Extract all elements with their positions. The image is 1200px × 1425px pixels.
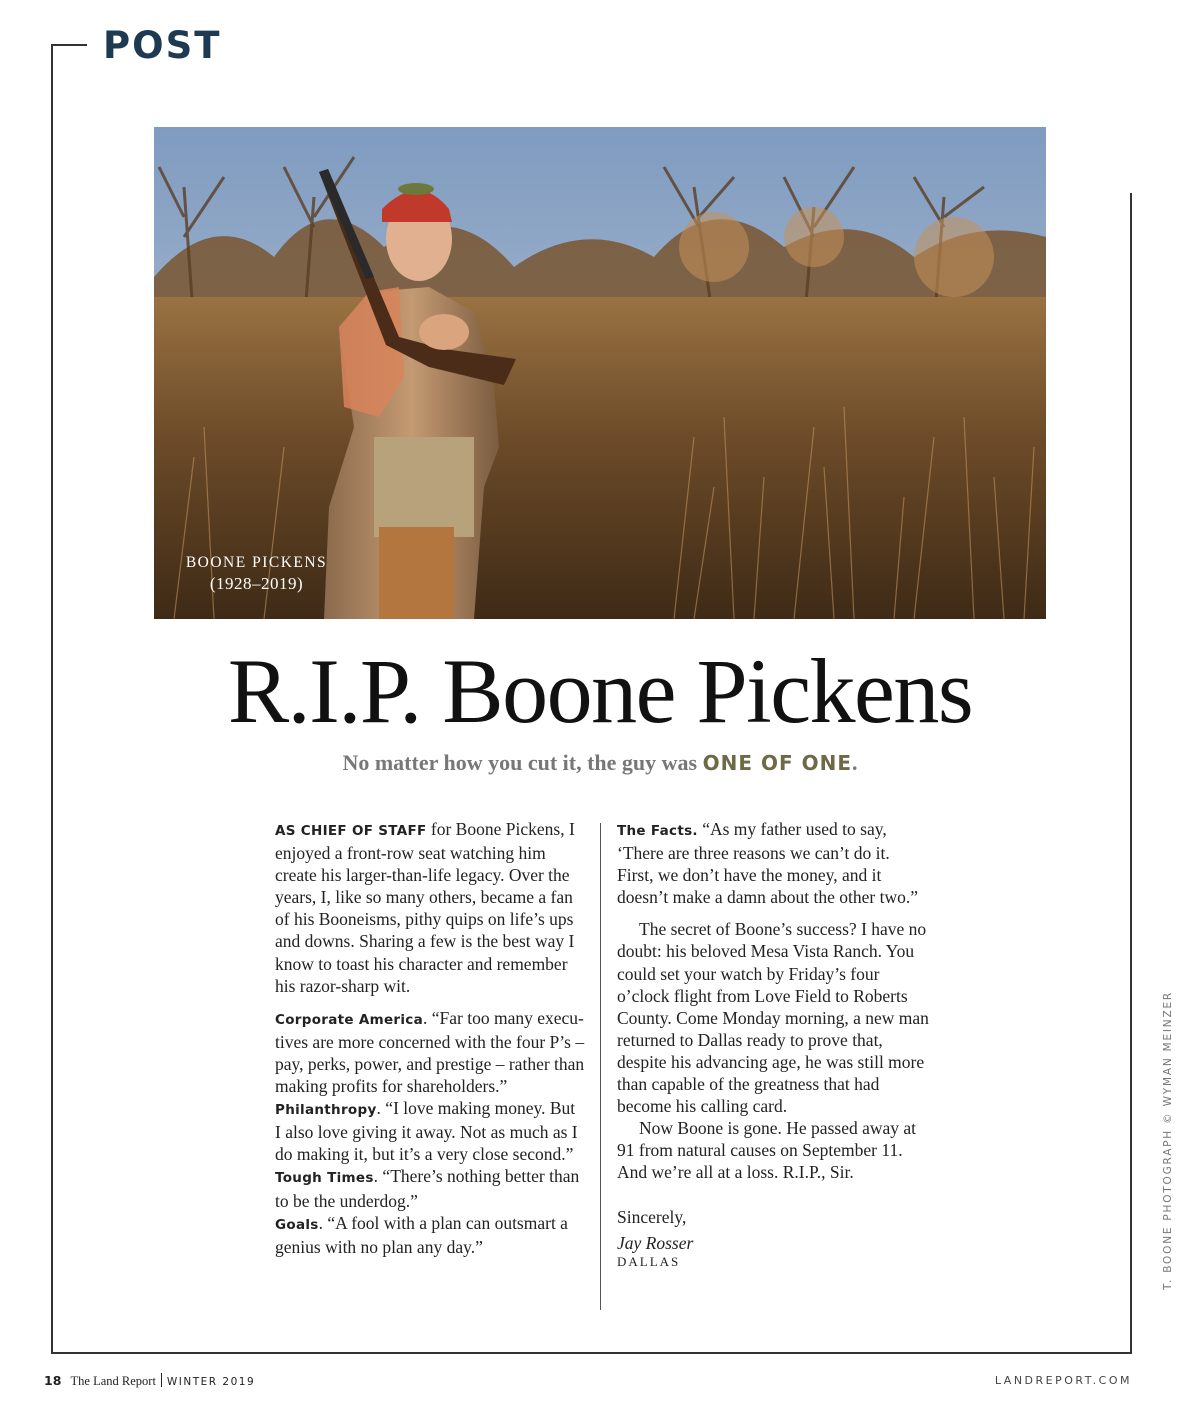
caption-years: (1928–2019) (209, 574, 304, 593)
caption-name: BOONE PICKENS (185, 554, 328, 571)
quote-paragraph (275, 1165, 585, 1211)
headline: R.I.P. Boone Pickens (227, 640, 973, 742)
section-tag: POST (103, 24, 222, 67)
quote-text: . “Far too many executives are more concerned with the four P’s – pay, perks, power, and prestige – rather than making profits for shareholders.” (275, 1007, 585, 1097)
frame-bottom-line (51, 1352, 1132, 1354)
signature: Jay Rosser (617, 1232, 694, 1253)
quote-paragraph (275, 1097, 585, 1165)
magazine-name: The Land Report (70, 1374, 156, 1388)
article-column-1 (275, 818, 585, 1258)
quote-text: . “There’s nothing better than to be the underdog.” (275, 1166, 580, 1211)
quote-lead: Corporate America (275, 1011, 424, 1028)
photo-credit: T. BOONE PHOTOGRAPH © WYMAN MEINZER (1162, 991, 1174, 1290)
photo-caption (164, 552, 349, 594)
hero-photo-illustration (154, 127, 1046, 619)
intro-text: for Boone Pickens, I enjoyed a front-row seat watching him create his larger-than-life legacy. Over the years, I, like so many others, became a fan of his Booneisms, pithy quips on life’s ups and downs. Sharing a few is the best way I know to toast his character and remember his razor-sharp wit. (275, 819, 575, 996)
intro-lead: AS CHIEF OF STAFF (275, 823, 427, 839)
body-paragraph: The secret of Boone’s success? I have no doubt: his beloved Mesa Vista Ranch. You could set your watch by Friday’s four o’clock flight from Love Field to Roberts County. Come Monday morning, a new man returned to Dallas ready to prove that, despite his advancing age, he was still more than capable of the greatness that had become his calling card. (617, 919, 929, 1117)
facts-lead: The Facts. (617, 823, 698, 839)
folio (44, 1373, 255, 1389)
quote-lead: Philanthropy (275, 1102, 377, 1119)
signature-city: DALLAS (617, 1253, 681, 1269)
body-paragraph: Now Boone is gone. He passed away at 91 from natural causes on September 11. And we’re all at a loss. R.I.P., Sir. (617, 1118, 917, 1183)
intro-paragraph (275, 818, 585, 997)
deck-text: No matter how you cut it, the guy was (342, 750, 703, 775)
deck (0, 750, 1200, 776)
page-number: 18 (44, 1373, 62, 1388)
quote-paragraph (275, 1212, 585, 1258)
facts-text: “As my father used to say, ‘There are three reasons we can’t do it. First, we don’t have the money, and it doesn’t make a damn about the other two.” (617, 819, 918, 908)
facts-paragraph (617, 818, 929, 908)
quote-text: . “I love making money. But I also love giving it away. Not as much as I do making it, but it’s a very close second.” (275, 1098, 578, 1165)
issue-label: WINTER 2019 (166, 1376, 256, 1388)
folio-separator (161, 1373, 162, 1387)
quote-text: . “A fool with a plan can outsmart a genius with no plan any day.” (275, 1212, 568, 1257)
article-column-2 (617, 818, 929, 1270)
deck-end: . (852, 750, 858, 775)
quote-paragraph (275, 1007, 585, 1097)
closing: Sincerely, (617, 1206, 687, 1227)
site-url: LANDREPORT.COM (994, 1374, 1132, 1387)
frame-top-line (51, 44, 87, 46)
quote-lead: Goals (275, 1216, 319, 1233)
deck-accent: ONE OF ONE (702, 751, 853, 775)
quote-lead: Tough Times (275, 1170, 374, 1187)
hero-photo (154, 127, 1046, 619)
column-divider (600, 823, 601, 1310)
